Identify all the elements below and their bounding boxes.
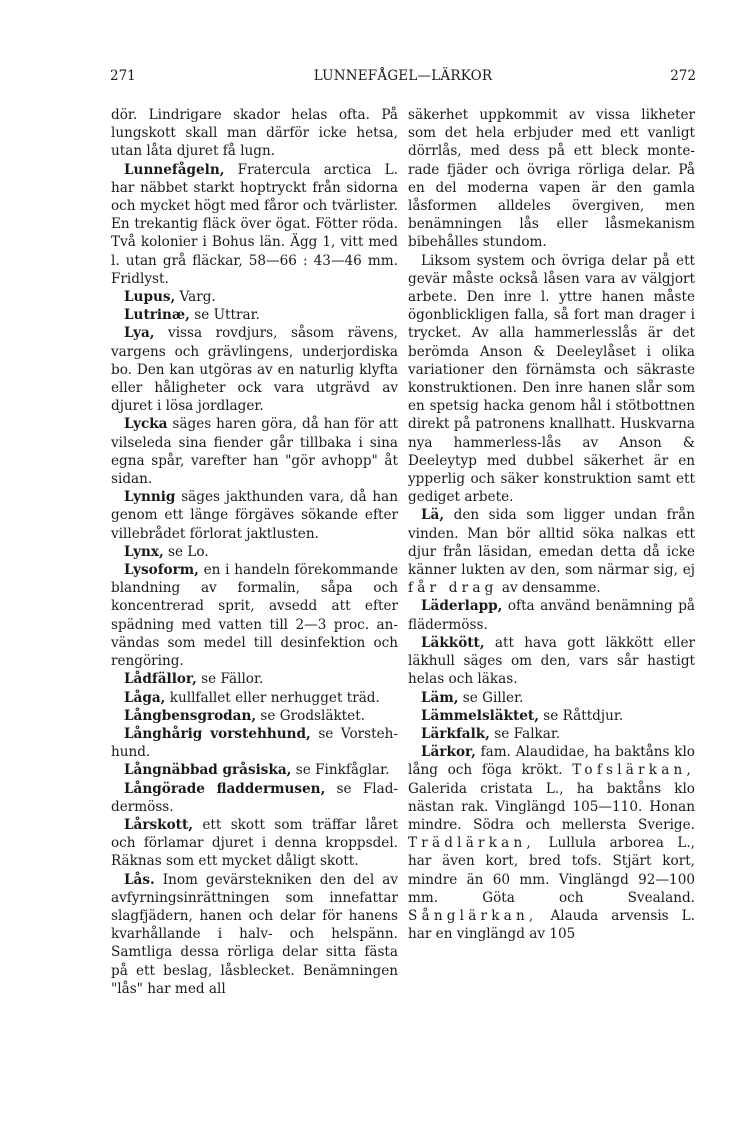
entry-text: se Finkfåglar. bbox=[291, 762, 390, 779]
page-number-left: 271 bbox=[110, 68, 136, 84]
entry-langbensgrodan bbox=[111, 707, 398, 725]
page-number-right: 272 bbox=[670, 68, 696, 84]
species-name: Trädlärkan, bbox=[408, 835, 535, 852]
species-name: Tofslärkan, bbox=[572, 762, 695, 779]
entry-text: Fratercula arctica L. har näbbet starkt hoptryckt från sidorna och mycket högt med fåror och tvärlister. En trekantig fläck över ögat. Fötter röda. Två kolonier i Bohus län. Ägg 1, vitt med l. utan grå fläckar, 58—66 : 43—46 mm. Fridlyst. bbox=[111, 161, 398, 287]
entry-text: säkerhet uppkommit av vissa likheter som det hela erbjuder med ett vanligt dörrlås, med dess på ett bleck monterade fjäder och övriga rörliga delar. På en del moderna vapen är den gamla låsformen alldeles övergiven, men benämningen lås eller låsmekanism bibehålles stundom. bbox=[408, 107, 695, 251]
headword: Långnäbbad gråsiska, bbox=[124, 762, 292, 779]
entry-larskott bbox=[111, 816, 398, 871]
entry-text: av densamme. bbox=[497, 580, 601, 597]
right-column bbox=[408, 106, 695, 943]
entry-text: vissa rovdjurs, såsom rävens, vargens och grävlingens, underjordiska bo. Den kan utgöras av en naturlig klyfta eller håligheter ock vara utgrävd av djuret i lösa jordlager. bbox=[111, 325, 398, 415]
entry-larkor bbox=[408, 743, 695, 943]
entry-text: se Giller. bbox=[458, 689, 524, 706]
entry-lammelslaktet bbox=[408, 707, 695, 725]
entry-lynx bbox=[111, 543, 398, 561]
headword: Lunnefågeln, bbox=[124, 161, 225, 178]
entry-text: Varg. bbox=[175, 289, 216, 306]
headword: Låga, bbox=[124, 689, 166, 706]
entry-text: att hava gott läkkött eller läkhull säges om den, vars sår hastigt helas och läkas. bbox=[408, 634, 695, 688]
entry-lynnig bbox=[111, 488, 398, 543]
entry-lycka bbox=[111, 415, 398, 488]
entry-text: se Falkar. bbox=[489, 725, 561, 742]
entry-text: se Vorstehhund. bbox=[111, 725, 398, 761]
entry-las bbox=[111, 871, 398, 998]
entry-text: säges jakthunden vara, då han genom ett länge förgäves sökande efter villebrådet förlorat jaktlusten. bbox=[111, 489, 398, 542]
entry-lya bbox=[111, 324, 398, 415]
entry-text: Liksom system och övriga delar på ett gevär måste också låsen vara av välgjort arbete. Den inre l. yttre hanen måste ögonblickligen falla, så fort man drager i trycket. Av alla hammerlesslås är det berömda Anson & Deeleylåset i olika variationer den förnämsta och säkraste konstruktionen. Den inre hanen slår som en spetsig hacka genom hål i stötbottnen direkt på patronens knallhatt. Huskvarna nya hammerless-lås av Anson & Deeleytyp med dubbel säkerhet är en ypperlig och säker konstruktion samt ett gediget arbete. bbox=[408, 252, 695, 506]
headword: Lya, bbox=[124, 325, 155, 342]
entry-text: dör. Lindrigare skador helas ofta. På lungskott skall man därför icke hetsa, utan låta djuret få lugn. bbox=[111, 107, 398, 160]
entry-text: se Råttdjur. bbox=[538, 707, 624, 724]
headword: Långbensgrodan, bbox=[124, 707, 257, 724]
entry-langorade-fladdermusen bbox=[111, 780, 398, 816]
entry-continuation bbox=[111, 106, 398, 161]
entry-langnabbad-grasiska bbox=[111, 761, 398, 779]
headword: Lynx, bbox=[124, 543, 164, 560]
headword: Långhårig vorstehhund, bbox=[124, 725, 311, 742]
headword: Lupus, bbox=[124, 289, 176, 306]
entry-text: Lullula arborea L., har även kort, bred tofs. Stjärt kort, mindre än 60 mm. Vinglängd 92—100 mm. Göta och Svealand. bbox=[408, 835, 695, 906]
left-column bbox=[111, 106, 398, 998]
entry-text: se Lo. bbox=[163, 543, 209, 560]
entry-text: se Fladdermöss. bbox=[111, 780, 399, 815]
entry-larkfalk bbox=[408, 725, 695, 743]
entry-ladfallor bbox=[111, 670, 398, 688]
entry-text: den sida som ligger undan från vinden. Man bör alltid söka nalkas ett djur från läsidan, emedan detta då icke känner lukten av den, som närmar sig, ej bbox=[408, 507, 695, 579]
headword: Lä, bbox=[421, 507, 445, 524]
entry-lakkott bbox=[408, 634, 695, 689]
headword: Lynnig bbox=[124, 489, 176, 506]
entry-la bbox=[408, 506, 695, 597]
running-title: LUNNEFÅGEL—LÄRKOR bbox=[313, 68, 493, 84]
species-name: Sånglärkan, bbox=[408, 907, 538, 924]
entry-text: ett skott som träffar låret och förlamar djuret i denna kroppsdel. Räknas som ett mycket dåligt skott. bbox=[111, 816, 398, 870]
entry-lam bbox=[408, 689, 695, 707]
headword: Lärkfalk, bbox=[421, 725, 490, 742]
page-header bbox=[110, 68, 696, 88]
entry-text: Inom gevärstekniken den del av avfyrningsinrättningen som innefattar slagfjädern, hanen och delar för hanens kvarhållande i halv- och helspänn. Samtliga dessa rörliga delar sitta fästa på ett beslag, låsblecket. Benämningen "lås" har med all bbox=[111, 871, 398, 997]
headword: Lås. bbox=[124, 871, 155, 888]
entry-lysoform bbox=[111, 561, 398, 670]
headword: Läderlapp, bbox=[421, 598, 503, 615]
entry-laderlapp bbox=[408, 597, 695, 633]
headword: Lärkor, bbox=[421, 744, 476, 761]
entry-text: fam. Alaudidae, ha baktåns klo lång och föga krökt. bbox=[408, 744, 695, 779]
entry-text: en i handeln förekommande blandning av formalin, såpa och koncentrerad sprit, avsedd att efter spädning med vatten till 2—3 proc. användas som medel till desinfektion och rengöring. bbox=[111, 562, 398, 670]
headword: Lämmelsläktet, bbox=[421, 707, 539, 724]
entry-text: säges haren göra, då han för att vilseleda sina fiender går tillbaka i sina egna spår, varefter han "gör avhopp" åt sidan. bbox=[111, 416, 398, 488]
entry-text: se Fällor. bbox=[196, 671, 264, 688]
entry-text: se Grodsläktet. bbox=[256, 707, 365, 724]
headword: Lådfällor, bbox=[124, 671, 197, 688]
entry-laga bbox=[111, 689, 398, 707]
entry-paragraph bbox=[408, 252, 695, 507]
headword: Lysoform, bbox=[124, 562, 199, 579]
entry-continuation bbox=[408, 106, 695, 252]
headword: Långörade fladdermusen, bbox=[124, 780, 326, 797]
entry-text: Galerida cristata L., ha baktåns klo nästan rak. Vinglängd 105—110. Honan mindre. Södra och mellersta Sverige. bbox=[408, 780, 695, 833]
headword: Lårskott, bbox=[124, 816, 193, 833]
headword: Läm, bbox=[421, 689, 459, 706]
spaced-phrase: får drag bbox=[408, 580, 498, 597]
headword: Lycka bbox=[124, 416, 168, 433]
entry-text: ofta använd benämning på flädermöss. bbox=[408, 598, 695, 633]
headword: Läkkött, bbox=[421, 634, 485, 651]
entry-lupus bbox=[111, 288, 398, 306]
entry-lunnefageln bbox=[111, 161, 398, 288]
entry-text: Alauda arvensis L. har en vinglängd av 105 bbox=[408, 907, 695, 943]
entry-langharig-vorstehhund bbox=[111, 725, 398, 761]
headword: Lutrinæ, bbox=[124, 307, 190, 324]
entry-lutrinae bbox=[111, 306, 398, 324]
entry-text: se Uttrar. bbox=[189, 307, 260, 324]
entry-text: kullfallet eller nerhugget träd. bbox=[165, 689, 380, 706]
